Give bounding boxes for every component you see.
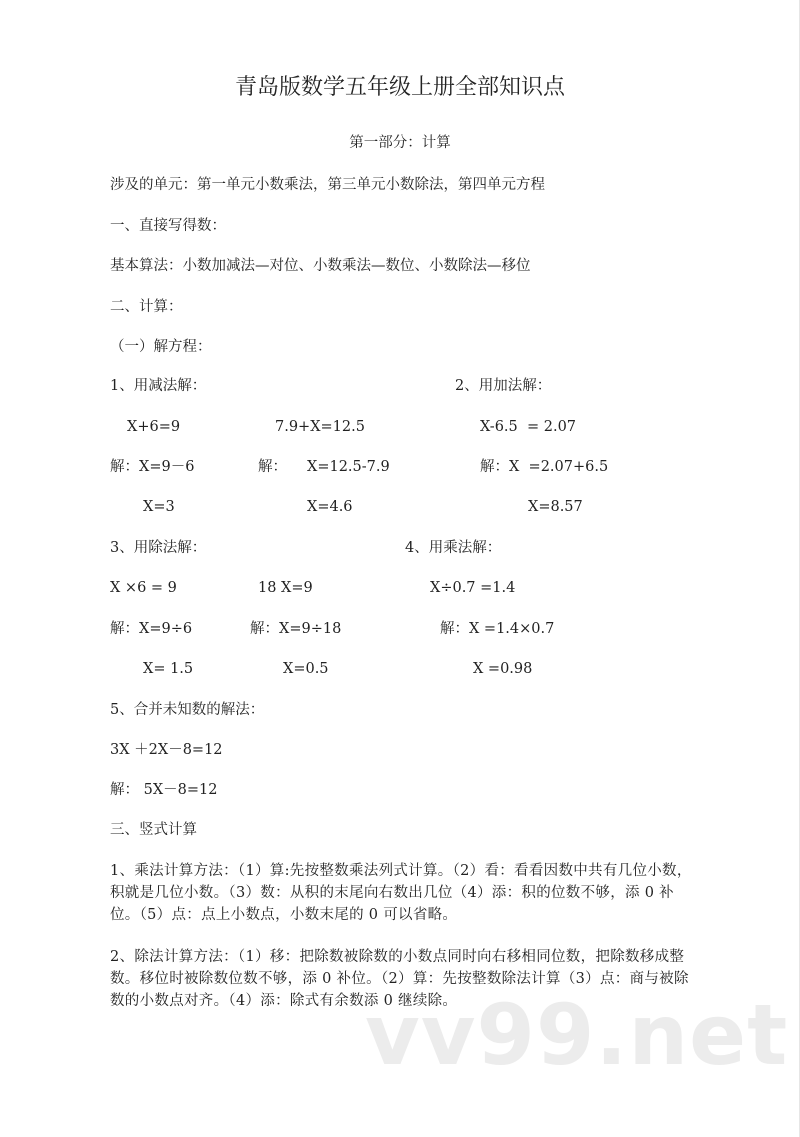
multiplication-method: 1、乘法计算方法：（1）算:先按整数乘法列式计算。（2）看：看看因数中共有几位小数，积就是几位小数。（3）数：从积的末尾向右数出几位（4）添：积的位数不够，添 0 补位。（5）点：点上小数点，小数末尾的 0 可以省略。 xyxy=(110,863,692,923)
watermark: vv99.net xyxy=(365,986,789,1084)
equation: X=12.5-7.9 xyxy=(307,459,390,475)
equation: 解：X =2.07+6.5 xyxy=(480,459,609,475)
page-title: 青岛版数学五年级上册全部知识点 xyxy=(234,75,565,100)
equation: X=8.57 xyxy=(528,499,583,515)
equation: X-6.5 = 2.07 xyxy=(480,419,577,435)
equation: X ×6 = 9 xyxy=(110,580,177,596)
equation: X÷0.7 =1.4 xyxy=(430,580,516,596)
equation: X= 1.5 xyxy=(143,661,194,677)
equation: 解：X=9－6 xyxy=(110,459,195,475)
method-4: 4、用乘法解： xyxy=(405,540,502,556)
section-heading-2: 二、计算： xyxy=(110,299,183,315)
equation: X=0.5 xyxy=(283,661,329,677)
equation: 解： 5X－8=12 xyxy=(110,782,218,798)
equation: X=4.6 xyxy=(307,499,353,515)
section-heading-1: 一、直接写得数： xyxy=(110,218,226,234)
section-heading-3: 三、竖式计算 xyxy=(110,822,197,838)
method-3: 3、用除法解： xyxy=(110,540,207,556)
equation: 解：X =1.4×0.7 xyxy=(440,621,555,637)
equation: 7.9+X=12.5 xyxy=(275,419,365,435)
equation: 解： xyxy=(258,459,287,475)
method-1: 1、用减法解： xyxy=(110,378,207,394)
equation: X =0.98 xyxy=(473,661,533,677)
units-line: 涉及的单元：第一单元小数乘法，第三单元小数除法，第四单元方程 xyxy=(110,177,545,193)
equation: 解：X=9÷6 xyxy=(110,621,193,637)
subsection-heading: （一）解方程： xyxy=(110,339,212,355)
division-method: 2、除法计算方法：（1）移：把除数被除数的小数点同时向右移相同位数，把除数移成整数。移位时被除数位数不够，添 0 补位。（2）算：先按整数除法计算（3）点：商与被除数的小数点对齐。（4）添：除式有余数添 0 继续除。 xyxy=(110,949,689,1009)
equation: X=3 xyxy=(143,499,175,515)
part-heading: 第一部分：计算 xyxy=(349,135,451,151)
basic-rules: 基本算法：小数加减法—对位、小数乘法—数位、小数除法—移位 xyxy=(110,258,531,274)
method-5: 5、合并未知数的解法： xyxy=(110,702,265,718)
equation: 18 X=9 xyxy=(258,580,313,596)
equation: 解：X=9÷18 xyxy=(250,621,342,637)
method-2: 2、用加法解： xyxy=(455,378,552,394)
equation: X+6=9 xyxy=(127,419,181,435)
equation: 3X ＋2X－8=12 xyxy=(110,742,223,758)
